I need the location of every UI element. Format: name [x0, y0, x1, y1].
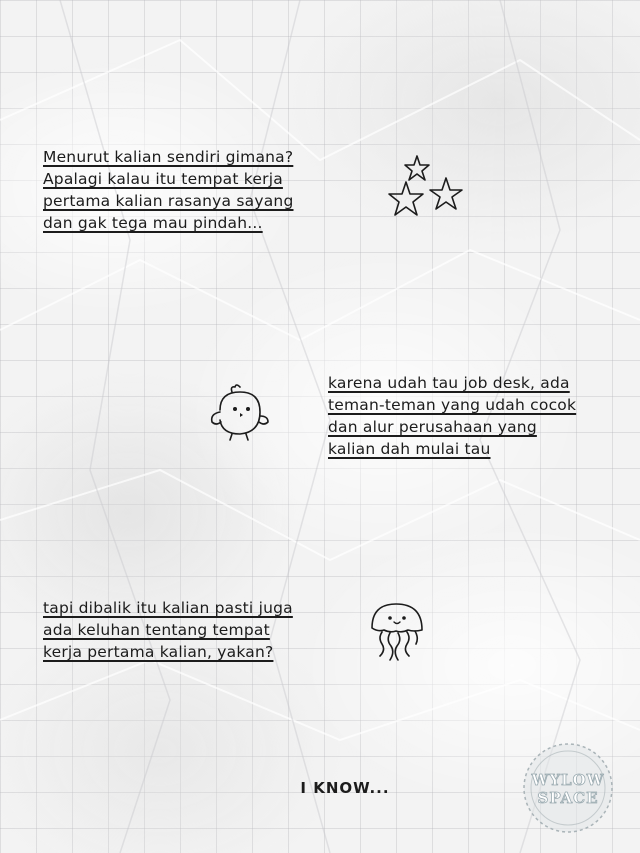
- text-line: karena udah tau job desk, ada: [328, 374, 570, 392]
- stars-icon: [384, 150, 468, 226]
- text-line: Apalagi kalau itu tempat kerja: [43, 170, 283, 188]
- text-block-2: [328, 372, 576, 460]
- text-line: Menurut kalian sendiri gimana?: [43, 148, 294, 166]
- wylow-space-logo: [521, 741, 615, 835]
- text-line: kerja pertama kalian, yakan?: [43, 643, 274, 661]
- text-line: tapi dibalik itu kalian pasti juga: [43, 599, 293, 617]
- text-line: ada keluhan tentang tempat: [43, 621, 270, 639]
- logo-line-2: SPACE: [537, 789, 599, 807]
- closing-text: I KNOW...: [300, 779, 390, 797]
- text-block-1: [43, 146, 294, 234]
- text-block-3: [43, 597, 293, 663]
- text-line: kalian dah mulai tau: [328, 440, 491, 458]
- text-line: pertama kalian rasanya sayang: [43, 192, 294, 210]
- text-line: dan gak tega mau pindah...: [43, 214, 263, 232]
- chick-icon: [202, 382, 274, 444]
- text-line: teman-teman yang udah cocok: [328, 396, 577, 414]
- text-line: dan alur perusahaan yang: [328, 418, 537, 436]
- logo-line-1: WYLOW: [531, 771, 605, 789]
- jellyfish-icon: [364, 598, 428, 664]
